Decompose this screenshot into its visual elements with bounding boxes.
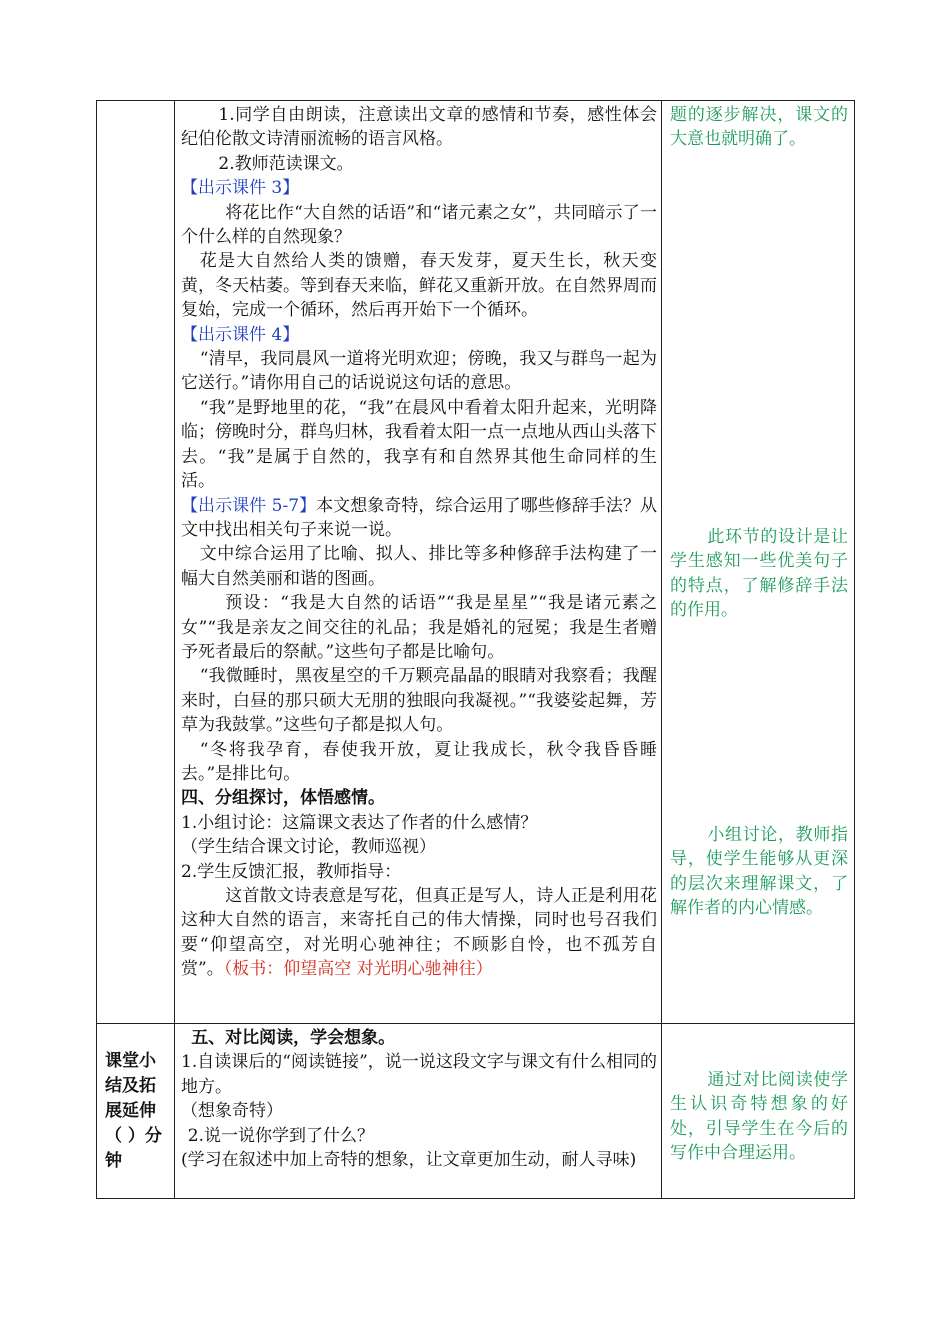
extension-process-cell bbox=[175, 1024, 662, 1199]
reading-step-1: 1.同学自由朗读，注意读出文章的感情和节奏，感性体会纪伯伦散文诗清丽流畅的语言风格。 bbox=[181, 105, 657, 150]
metaphor-example: 预设：“我是大自然的话语”“我是星星”“我是诸元素之女”“我是亲友之间交往的礼品；我是婚礼的冠冕；我是生者赠予死者最后的祭献。”这些句子都是比喻句。 bbox=[181, 593, 657, 662]
personification-example: “我微睡时，黑夜星空的千万颗亮晶晶的眼睛对我察看；我醒来时，白昼的那只硕大无朋的独眼向我凝视。”“我婆娑起舞，芳草为我鼓掌。”这些句子都是拟人句。 bbox=[181, 666, 657, 736]
design-note-discussion: 小组讨论，教师指导，使学生能够从更深的层次来理解课文，了解作者的内心情感。 bbox=[670, 825, 848, 919]
discussion-step-1: 1.小组讨论：这篇课文表达了作者的什么感情？ bbox=[181, 812, 538, 833]
discussion-note: （学生结合课文讨论，教师巡视） bbox=[181, 837, 436, 858]
question-morning-sentence: “清早，我同晨风一道将光明欢迎；傍晚，我又与群鸟一起为它送行。”请你用自己的话说说这句话的意思。 bbox=[181, 349, 657, 394]
discussion-summary bbox=[181, 884, 657, 982]
rhetoric-question-text: 本文想象奇特，综合运用了哪些修辞手法？从文中找出相关句子来说一说。 bbox=[181, 495, 657, 540]
extension-step-2: 2.说一说你学到了什么？ bbox=[187, 1125, 375, 1146]
parallelism-example: “冬将我孕育，春使我开放，夏让我成长，秋令我昏昏睡去。”是排比句。 bbox=[181, 739, 657, 784]
rhetoric-question bbox=[181, 494, 657, 543]
section-4-heading: 四、分组探讨，体悟感情。 bbox=[181, 788, 385, 809]
stage-label-extension: 课堂小结及拓展延伸（ ）分钟 bbox=[97, 1024, 175, 1199]
design-notes-cell bbox=[662, 101, 855, 1024]
reading-step-2: 2.教师范读课文。 bbox=[218, 153, 354, 174]
courseware-3-tag: 【出示课件 3】 bbox=[181, 178, 300, 199]
extension-step-1: 1.自读课后的“阅读链接”，说一说这段文字与课文有什么相同的地方。 bbox=[181, 1052, 657, 1097]
blackboard-note: （板书：仰望高空 对光明心驰神往） bbox=[223, 959, 493, 980]
discussion-summary-text: 这首散文诗表意是写花，但真正是写人，诗人正是利用花这种大自然的语言，来寄托自己的伟大情操，同时也号召我们要“仰望高空，对光明心驰神往；不顾影自怜，也不孤芳自赏”。 bbox=[181, 886, 657, 980]
extension-answer-1: （想象奇特） bbox=[181, 1101, 283, 1122]
question-flower-metaphor: 将花比作“大自然的话语”和“诸元素之女”，共同暗示了一个什么样的自然现象？ bbox=[181, 202, 657, 248]
section-5-heading: 五、对比阅读，学会想象。 bbox=[191, 1028, 396, 1048]
courseware-5-7-tag: 【出示课件 5-7】 bbox=[181, 495, 317, 516]
extension-note-cell bbox=[662, 1024, 855, 1199]
design-note-continued: 题的逐步解决，课文的大意也就明确了。 bbox=[670, 105, 848, 150]
teaching-process-cell bbox=[175, 101, 662, 1024]
answer-flower-metaphor: 花是大自然给人类的馈赠，春天发芽，夏天生长，秋天变黄，冬天枯萎。等到春天来临，鲜花又重新开放。在自然界周而复始，完成一个循环，然后再开始下一个循环。 bbox=[181, 251, 657, 321]
table-row-extension bbox=[97, 1024, 855, 1199]
courseware-4-tag: 【出示课件 4】 bbox=[181, 324, 300, 345]
lesson-plan-table bbox=[96, 100, 855, 1199]
extension-answer-2: (学习在叙述中加上奇特的想象，让文章更加生动，耐人寻味) bbox=[181, 1150, 637, 1171]
answer-morning-sentence: “我”是野地里的花，“我”在晨风中看着太阳升起来，光明降临；傍晚时分，群鸟归林，我看着太阳一点一点地从西山头落下去。“我”是属于自然的，我享有和自然界其他生命同样的生活。 bbox=[181, 397, 657, 492]
stage-label-cell-empty bbox=[97, 101, 175, 1024]
rhetoric-answer: 文中综合运用了比喻、拟人、排比等多种修辞手法构建了一幅大自然美丽和谐的图画。 bbox=[181, 544, 657, 589]
design-note-extension: 通过对比阅读使学生认识奇特想象的好处，引导学生在今后的写作中合理运用。 bbox=[670, 1070, 848, 1164]
table-row-reading bbox=[97, 101, 855, 1024]
discussion-step-2: 2.学生反馈汇报，教师指导： bbox=[181, 861, 402, 882]
design-note-rhetoric: 此环节的设计是让学生感知一些优美句子的特点，了解修辞手法的作用。 bbox=[670, 527, 848, 621]
